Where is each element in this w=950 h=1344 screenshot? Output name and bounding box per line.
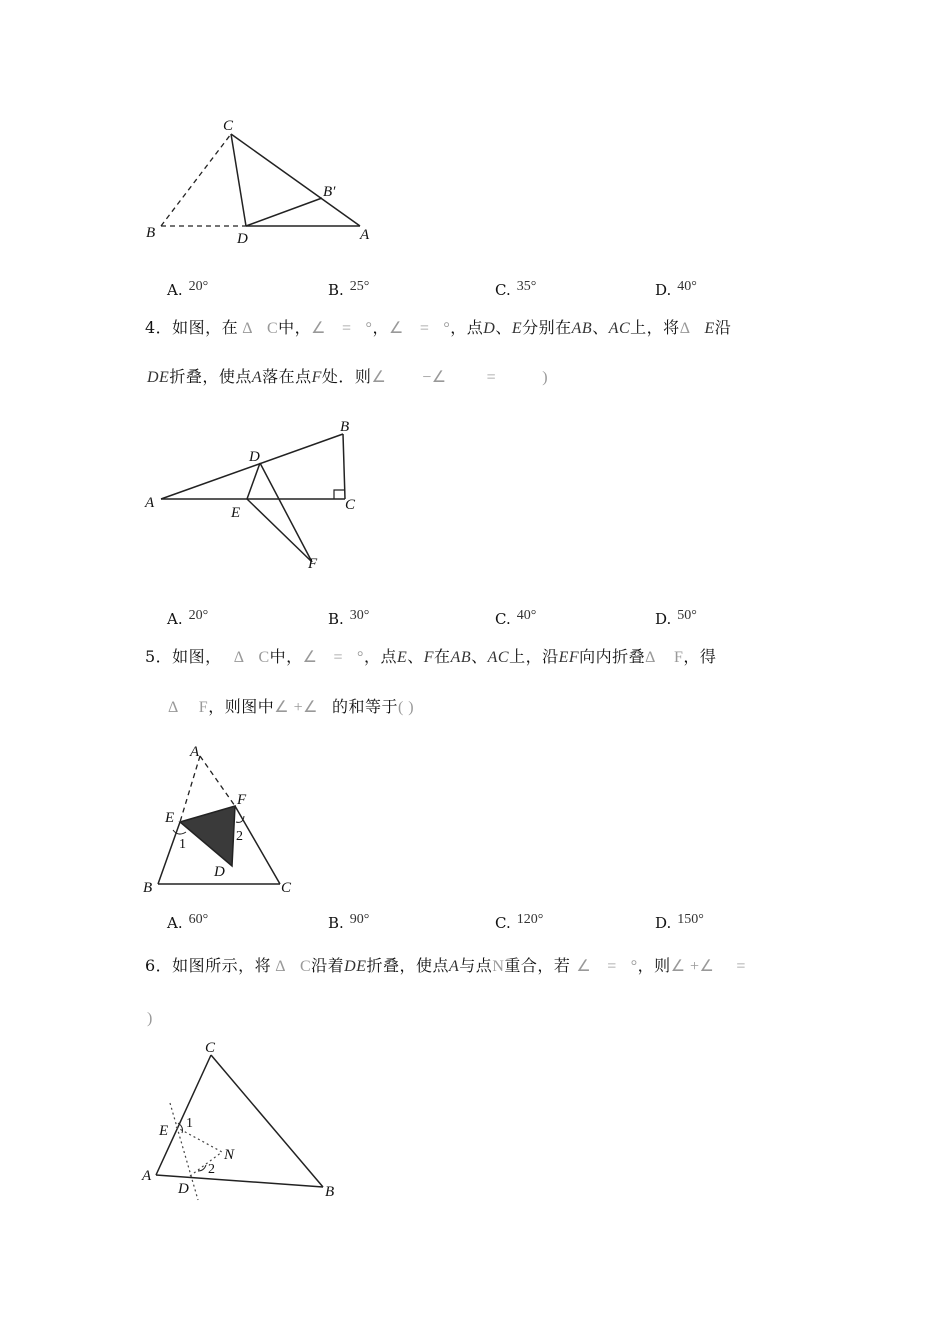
q4-line-bc [343, 434, 345, 499]
q5-label-f: F [237, 792, 247, 808]
q6-number: 6．如图所示，将 [145, 956, 272, 975]
q5-var-ef: EF [558, 649, 580, 666]
q4-line-ef [247, 499, 312, 562]
option-letter: B. [328, 610, 344, 628]
q6-paren: ) [147, 1010, 153, 1027]
q6-angle-sum: ∠ +∠ [670, 958, 715, 975]
q4-paren: ) [542, 369, 549, 386]
q5-text: ，得 [683, 647, 717, 666]
q3-option-d[interactable] [655, 281, 697, 300]
q6-var-a: A [449, 958, 460, 975]
q4-label-d: D [249, 449, 260, 465]
q4-figure [140, 415, 370, 575]
q4-tri-symbol: Δ [679, 320, 691, 337]
q3-label-c: C [223, 118, 234, 134]
option-value: 150° [677, 912, 704, 927]
q5-text: ，点 [363, 647, 397, 666]
option-letter: D. [655, 610, 672, 628]
q4-line-de [247, 463, 260, 499]
q4-right-angle-mark [334, 490, 345, 499]
q4-var-a: A [251, 369, 263, 386]
q5-text: 的和等于 [331, 697, 398, 716]
q5-var-ab: AB [450, 649, 472, 666]
q5-var-ac: AC [487, 649, 510, 666]
option-value: 120° [516, 912, 544, 927]
q4-label-b: B [340, 419, 350, 435]
q3-label-d: D [237, 231, 248, 247]
q6-var-de: DE [344, 958, 367, 975]
q5-figure [140, 742, 310, 896]
q3-line-ca [231, 134, 360, 226]
q5-f: F [198, 699, 209, 716]
q3-line-bc-dashed [161, 134, 231, 226]
option-letter: B. [328, 914, 344, 932]
q6-line1 [145, 953, 746, 976]
q4-text: ， [450, 318, 467, 337]
option-letter: B. [328, 281, 344, 299]
q5-var-f: F [423, 649, 435, 666]
q3-option-b[interactable] [328, 281, 369, 300]
q5-text: 向内折叠 [579, 647, 646, 666]
q5-label-c: C [281, 880, 292, 896]
q6-line-ac [156, 1055, 211, 1175]
option-value: 25° [349, 279, 370, 294]
q4-angle-symbol: ∠ [311, 320, 327, 337]
option-value: 20° [188, 279, 209, 294]
option-letter: D. [655, 281, 672, 299]
q5-line1 [145, 644, 716, 667]
q4-angle-symbol: ∠ [388, 320, 404, 337]
q6-text: 折叠，使点 [366, 956, 450, 975]
q4-label-e: E [231, 505, 241, 521]
q3-line-db [246, 198, 322, 226]
q4-eq: = [342, 320, 352, 337]
option-value: 90° [349, 912, 370, 927]
q4-line1 [145, 315, 731, 338]
q4-text: 点 [466, 318, 484, 337]
option-letter: C. [495, 610, 511, 628]
q6-label-1: 1 [186, 1116, 193, 1131]
q4-angle-symbol: ∠ [371, 369, 387, 386]
q4-label-a: A [145, 495, 155, 511]
q5-number: 5．如图， [145, 647, 222, 666]
option-value: 35° [516, 279, 537, 294]
q5-label-a: A [190, 744, 200, 760]
q4-var-f: F [311, 369, 322, 386]
option-value: 30° [349, 608, 370, 623]
q5-angle-sum: ∠ +∠ [274, 699, 318, 716]
q5-text: ，则图中 [208, 697, 275, 716]
q3-label-bprime: B′ [323, 184, 336, 200]
q5-text: 在 [434, 647, 451, 666]
q4-var-e: E [511, 320, 523, 337]
q6-line-dn-dotted [190, 1152, 222, 1176]
q6-label-e: E [159, 1123, 169, 1139]
q4-text: 上，将 [630, 318, 680, 337]
option-value: 40° [516, 608, 537, 623]
q6-line2 [147, 1008, 153, 1028]
q4-var-e: E [704, 320, 715, 337]
q6-label-a: A [142, 1168, 152, 1184]
q6-var-n: N [492, 958, 505, 975]
q4-deg: ° [365, 320, 373, 337]
q3-figure [140, 110, 390, 250]
q6-text: ，则 [637, 956, 671, 975]
q6-tri-symbol: Δ [275, 958, 286, 975]
q6-text: 与点 [459, 956, 493, 975]
q4-text: 、 [592, 318, 609, 337]
option-value: 40° [677, 279, 697, 294]
q4-line-ab [161, 434, 343, 499]
q3-option-c[interactable] [495, 281, 536, 300]
q6-text: 重合，若 [504, 956, 571, 975]
q4-text: 沿 [714, 318, 732, 337]
q4-option-d[interactable] [655, 610, 697, 629]
q4-eq: = [486, 369, 497, 386]
q4-eq: = [419, 320, 430, 337]
q4-option-c[interactable] [495, 610, 536, 629]
q5-eq: = [333, 649, 344, 666]
q4-minus-angle: −∠ [422, 369, 447, 386]
q6-angle-symbol: ∠ [576, 958, 592, 975]
q5-folded-triangle-def [180, 806, 235, 866]
q4-deg: ° [443, 320, 451, 337]
q5-label-2: 2 [236, 829, 243, 844]
q4-line2 [147, 364, 548, 387]
q5-paren: ( ) [397, 699, 415, 716]
option-letter: C. [495, 281, 511, 299]
q4-text: 处．则 [321, 367, 372, 386]
q4-text: 、 [495, 318, 512, 337]
q6-text: 沿着 [311, 956, 345, 975]
q5-option-a[interactable] [167, 914, 208, 933]
q5-deg: ° [357, 649, 364, 666]
q5-line2 [168, 694, 414, 717]
q4-var-d: D [483, 320, 496, 337]
q4-number: 4．如图，在 [145, 318, 239, 337]
q4-text: 分别在 [522, 318, 572, 337]
q5-text: 中， [269, 647, 303, 666]
option-value: 60° [188, 912, 209, 927]
q5-line-eb [158, 822, 180, 884]
q5-tri-symbol: Δ [168, 699, 179, 716]
q6-eq: = [736, 958, 746, 975]
q3-label-a: A [360, 227, 370, 243]
q4-text: 落在点 [262, 367, 312, 386]
q5-line-ae-dashed [180, 756, 200, 822]
q5-var-e: E [396, 649, 408, 666]
q4-var-ab: AB [571, 320, 593, 337]
q5-option-d[interactable] [655, 914, 704, 933]
q5-angle-2-arc [236, 816, 244, 822]
q4-label-c: C [345, 497, 356, 513]
q4-text: ， [372, 318, 389, 337]
q3-line-cd [231, 134, 246, 226]
q5-tri-symbol: Δ [645, 649, 656, 666]
q6-label-d: D [178, 1181, 189, 1197]
q6-label-2: 2 [208, 1162, 215, 1177]
q5-angle-1-arc [173, 830, 186, 834]
q6-figure [140, 1035, 350, 1205]
option-letter: A. [167, 610, 183, 628]
option-letter: A. [167, 914, 183, 932]
q4-option-b[interactable] [328, 610, 369, 629]
q6-angle-2-arc [198, 1165, 206, 1171]
q3-option-a[interactable] [167, 281, 208, 300]
q5-label-d: D [214, 864, 225, 880]
q6-label-c: C [205, 1040, 216, 1056]
q5-line-fc [235, 806, 280, 884]
q5-text: 上，沿 [509, 647, 559, 666]
q5-label-1: 1 [179, 837, 186, 852]
option-value: 50° [677, 608, 697, 623]
q5-f: F [673, 649, 684, 666]
option-letter: C. [495, 914, 511, 932]
option-letter: D. [655, 914, 672, 932]
q6-label-b: B [325, 1184, 335, 1200]
q5-option-b[interactable] [328, 914, 369, 933]
q4-c: C [266, 320, 279, 337]
q4-var-ac: AC [608, 320, 631, 337]
q6-eq: = [607, 958, 617, 975]
q3-label-b: B [146, 225, 156, 241]
q6-c: C [299, 958, 312, 975]
option-value: 20° [188, 608, 209, 623]
q5-label-b: B [143, 880, 153, 896]
q4-text: 中， [278, 318, 312, 337]
q4-label-f: F [308, 556, 318, 572]
q6-label-n: N [224, 1147, 235, 1163]
q5-text: 、 [471, 647, 488, 666]
q5-line-af-dashed [200, 756, 235, 806]
q6-deg: ° [630, 958, 638, 975]
q5-text: 、 [407, 647, 424, 666]
q4-text: 折叠，使点 [169, 367, 252, 386]
q5-tri-symbol: Δ [233, 649, 245, 666]
q5-c: C [258, 649, 270, 666]
q4-var-de: DE [147, 369, 170, 386]
q5-label-e: E [165, 810, 175, 826]
q4-tri-symbol: Δ [242, 320, 253, 337]
q4-option-a[interactable] [167, 610, 208, 629]
q6-line-cb [211, 1055, 323, 1187]
q5-option-c[interactable] [495, 914, 543, 933]
q5-angle-symbol: ∠ [302, 649, 318, 666]
q4-line-df [260, 463, 312, 562]
option-letter: A. [167, 281, 183, 299]
